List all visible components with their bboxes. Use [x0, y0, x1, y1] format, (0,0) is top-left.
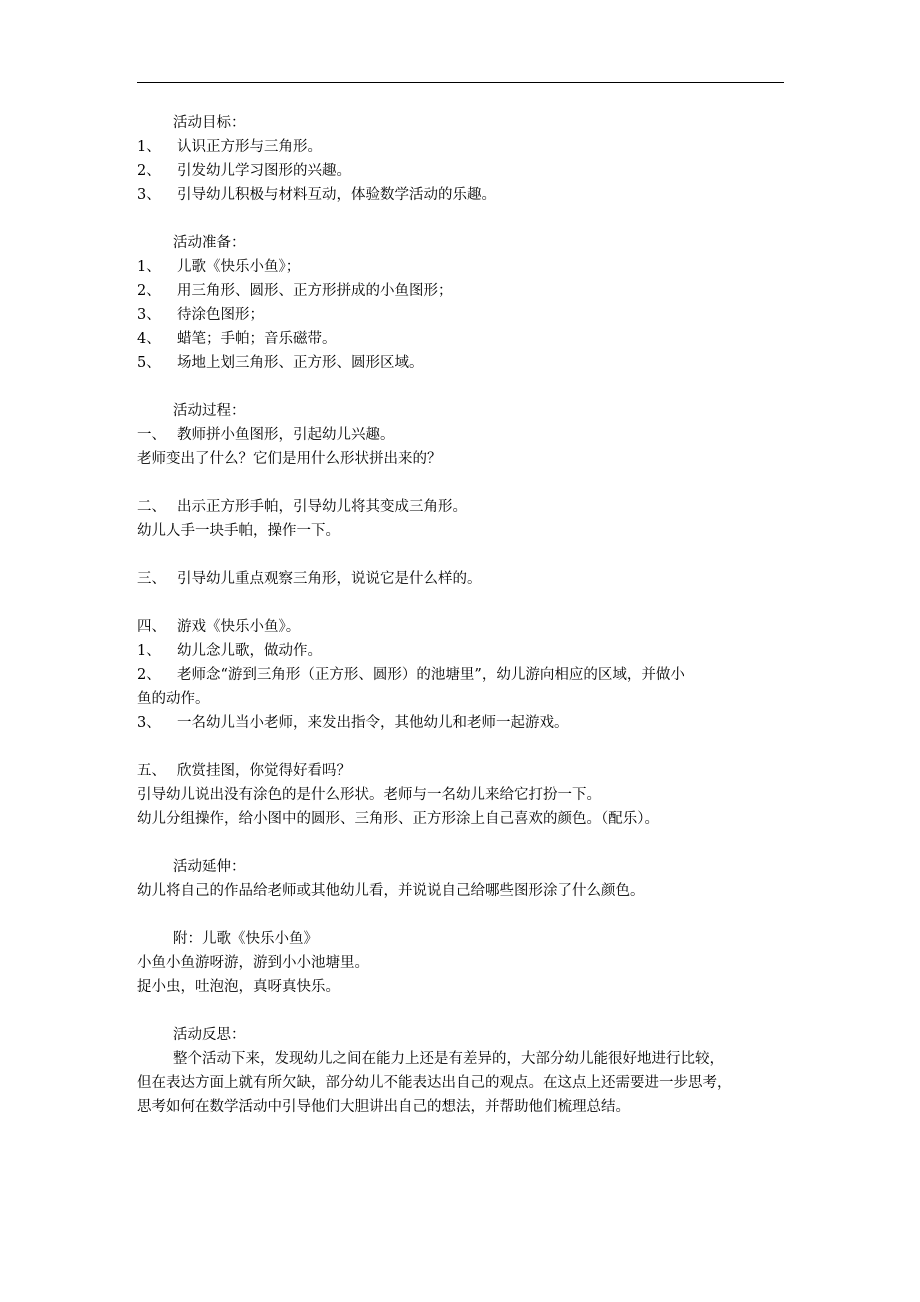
reflection-line: 思考如何在数学活动中引导他们大胆讲出自己的想法，并帮助他们梳理总结。 — [137, 1099, 630, 1115]
prep-item: 5、 场地上划三角形、正方形、圆形区域。 — [137, 355, 424, 371]
game-item: 1、 幼儿念儿歌，做动作。 — [137, 643, 322, 659]
process-step: 一、 教师拼小鱼图形，引起幼儿兴趣。 — [137, 427, 395, 443]
prep-item: 1、 儿歌《快乐小鱼》； — [137, 259, 301, 275]
process-heading: 活动过程： — [173, 403, 246, 419]
goal-item: 3、 引导幼儿积极与材料互动，体验数学活动的乐趣。 — [137, 187, 496, 203]
game-item-continued: 鱼的动作。 — [137, 691, 210, 707]
process-step: 四、 游戏《快乐小鱼》。 — [137, 619, 301, 635]
reflection-heading: 活动反思： — [173, 1027, 246, 1043]
game-item: 2、 老师念“游到三角形（正方形、圆形）的池塘里”，幼儿游向相应的区域，并做小 — [137, 667, 685, 683]
prep-heading: 活动准备： — [173, 235, 246, 251]
prep-item: 2、 用三角形、圆形、正方形拼成的小鱼图形； — [137, 283, 453, 299]
appendix-heading: 附：儿歌《快乐小鱼》 — [173, 931, 318, 947]
goals-heading: 活动目标： — [173, 115, 246, 131]
prep-item: 3、 待涂色图形； — [137, 307, 264, 323]
process-step: 五、 欣赏挂图，你觉得好看吗？ — [137, 763, 351, 779]
extension-heading: 活动延伸： — [173, 859, 246, 875]
extension-text: 幼儿将自己的作品给老师或其他幼儿看，并说说自己给哪些图形涂了什么颜色。 — [137, 883, 645, 899]
process-step: 三、 引导幼儿重点观察三角形，说说它是什么样的。 — [137, 571, 482, 587]
rhyme-line: 小鱼小鱼游呀游，游到小小池塘里。 — [137, 955, 369, 971]
goal-item: 2、 引发幼儿学习图形的兴趣。 — [137, 163, 351, 179]
reflection-line: 整个活动下来，发现幼儿之间在能力上还是有差异的，大部分幼儿能很好地进行比较， — [173, 1051, 724, 1067]
prep-item: 4、 蜡笔；手帕；音乐磁带。 — [137, 331, 337, 347]
rhyme-line: 捉小虫，吐泡泡，真呀真快乐。 — [137, 979, 340, 995]
process-detail: 幼儿分组操作，给小图中的圆形、三角形、正方形涂上自己喜欢的颜色。（配乐）。 — [137, 811, 659, 827]
process-step: 二、 出示正方形手帕，引导幼儿将其变成三角形。 — [137, 499, 467, 515]
goal-item: 1、 认识正方形与三角形。 — [137, 139, 322, 155]
process-detail: 幼儿人手一块手帕，操作一下。 — [137, 523, 340, 539]
process-detail: 老师变出了什么？它们是用什么形状拼出来的？ — [137, 451, 442, 467]
document-body — [137, 111, 785, 1119]
header-rule — [137, 82, 784, 83]
reflection-line: 但在表达方面上就有所欠缺，部分幼儿不能表达出自己的观点。在这点上还需要进一步思考， — [137, 1075, 732, 1091]
game-item: 3、 一名幼儿当小老师，来发出指令，其他幼儿和老师一起游戏。 — [137, 715, 569, 731]
process-detail: 引导幼儿说出没有涂色的是什么形状。老师与一名幼儿来给它打扮一下。 — [137, 787, 601, 803]
